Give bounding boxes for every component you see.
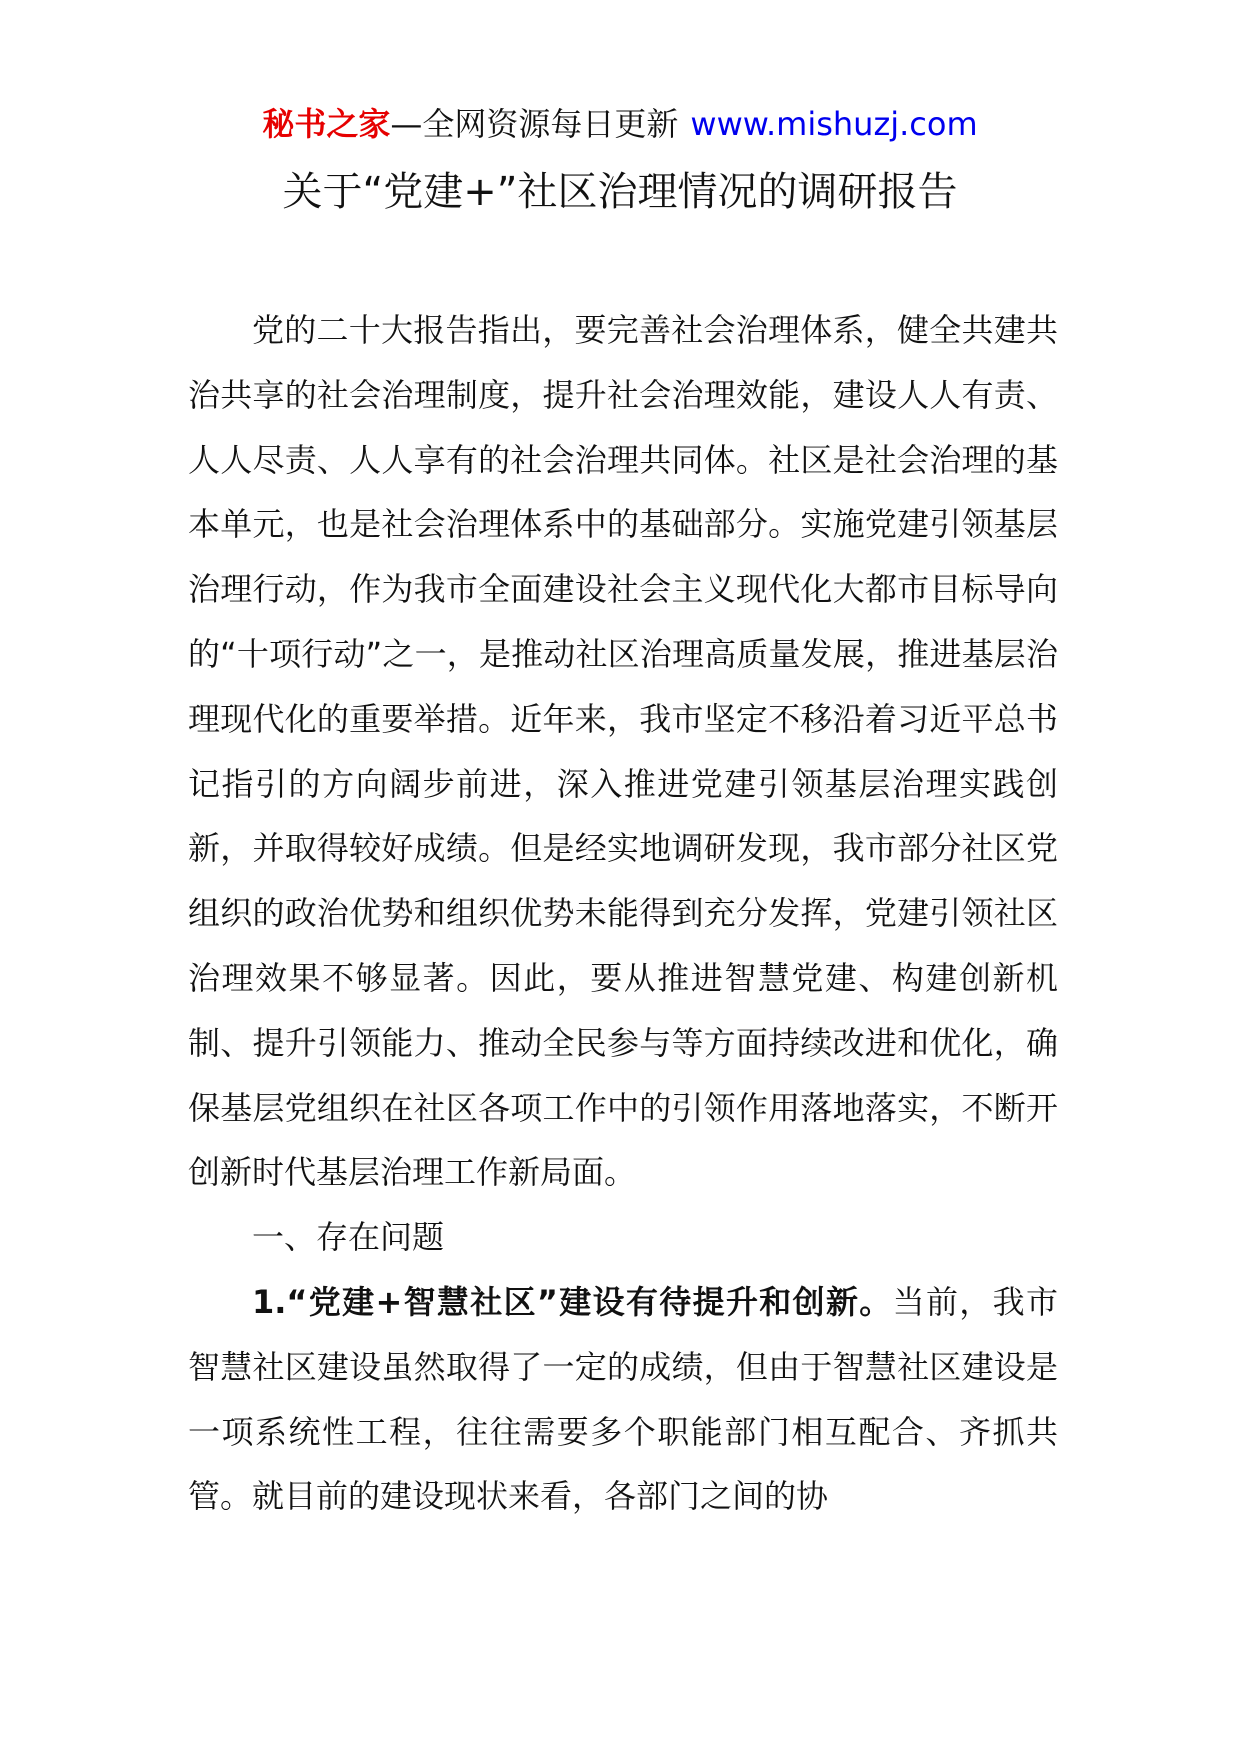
document-title: 关于“党建+”社区治理情况的调研报告 (282, 169, 958, 215)
intro-paragraph: 党的二十大报告指出，要完善社会治理体系，健全共建共治共享的社会治理制度，提升社会治理效能，建设人人有责、人人尽责、人人享有的社会治理共同体。社区是社会治理的基本单元，也是社会治理体系中的基础部分。实施党建引领基层治理行动，作为我市全面建设社会主义现代化大都市目标导向的“十项行动”之一，是推动社区治理高质量发展，推进基层治理现代化的重要举措。近年来，我市坚定不移沿着习近平总书记指引的方向阔步前进，深入推进党建引领基层治理实践创新，并取得较好成绩。但是经实地调研发现，我市部分社区党组织的政治优势和组织优势未能得到充分发挥，党建引领社区治理效果不够显著。因此，要从推进智慧党建、构建创新机制、提升引领能力、推动全民参与等方面持续改进和优化，确保基层党组织在社区各项工作中的引领作用落地落实，不断开创新时代基层治理工作新局面。 (188, 311, 1058, 1192)
document-body (188, 298, 1058, 1529)
point-paragraph (188, 1270, 1058, 1529)
brand-name: 秘书之家 (262, 105, 391, 143)
point-lead: 1.“党建+智慧社区”建设有待提升和创新。 (252, 1282, 893, 1321)
site-url-link[interactable]: www.mishuzj.com (690, 105, 978, 143)
section-heading: 一、存在问题 (252, 1218, 445, 1257)
header-slogan: —全网资源每日更新 (390, 105, 679, 143)
point-text: 当前，我市智慧社区建设虽然取得了一定的成绩，但由于智慧社区建设是一项系统性工程，往往需要多个职能部门相互配合、齐抓共管。就目前的建设现状来看，各部门之间的协 (188, 1282, 1058, 1516)
site-header (0, 100, 1240, 148)
